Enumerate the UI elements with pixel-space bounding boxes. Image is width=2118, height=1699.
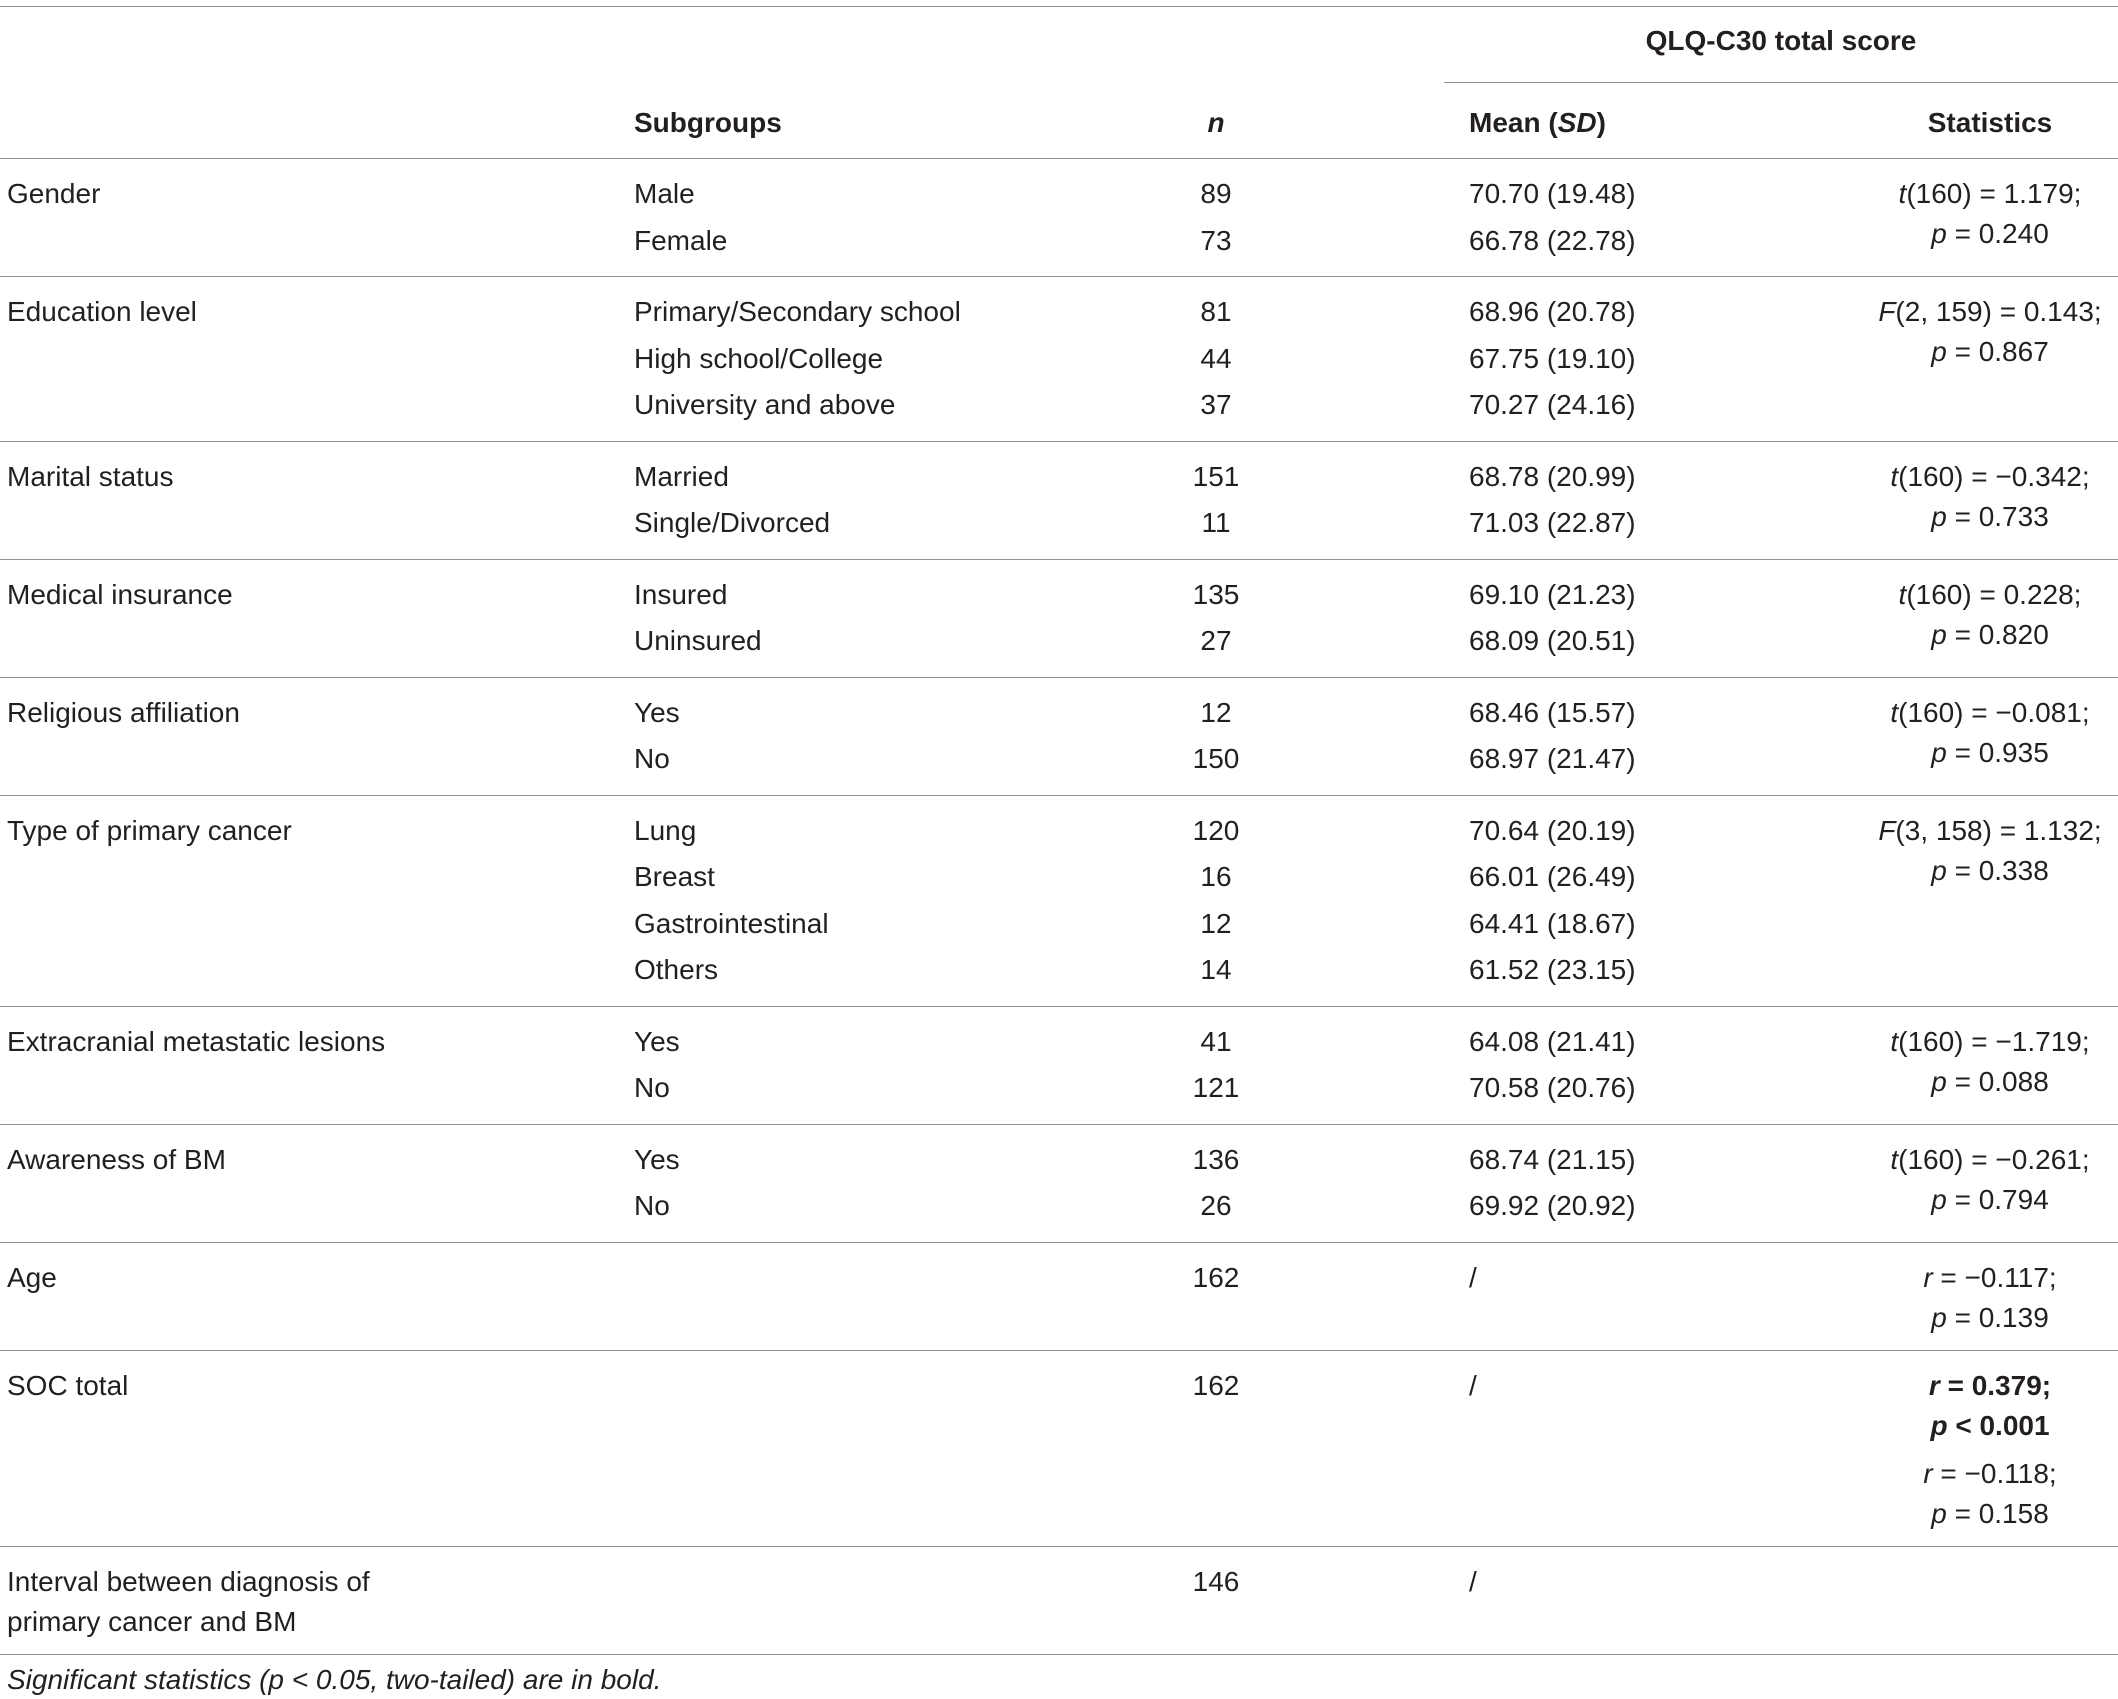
statistic-value: = 0.240 — [1946, 218, 2049, 249]
n-cell: 81 — [1200, 296, 1232, 327]
statistics-cell — [1862, 1137, 2118, 1220]
mean-sd-cell: / — [1469, 1369, 1477, 1401]
mean-sd-cell: 68.78 (20.99) — [1469, 460, 1636, 492]
statistics-cell — [1862, 1363, 2118, 1534]
statistic-line — [1862, 1258, 2118, 1298]
column-group-header-qlq-c30: QLQ-C30 total score — [1645, 25, 1917, 56]
statistics-cell — [1862, 1559, 2118, 1562]
group-rows — [634, 808, 1862, 994]
statistic-line — [1862, 1406, 2118, 1446]
n-cell: 14 — [1200, 954, 1232, 985]
n-cell: 121 — [1192, 1072, 1240, 1103]
statistics-cell — [1862, 572, 2118, 655]
mean-label-sd: SD — [1557, 107, 1597, 138]
mean-sd-cell: 68.09 (20.51) — [1469, 625, 1636, 656]
subgroup-cell: Uninsured — [634, 625, 762, 656]
column-group-rule — [1444, 82, 2118, 83]
table-row — [634, 382, 1862, 429]
mean-sd-cell: 68.97 (21.47) — [1469, 743, 1636, 774]
subgroup-cell: University and above — [634, 389, 896, 420]
subgroup-cell: Breast — [634, 861, 715, 892]
n-cell: 151 — [1192, 460, 1240, 492]
statistic-line — [1862, 174, 2118, 214]
statistic-symbol: p — [1931, 1497, 1947, 1529]
group-rows — [634, 1137, 1862, 1230]
statistic-line — [1862, 1180, 2118, 1220]
statistics-cell — [1862, 690, 2118, 773]
statistic-symbol: p — [1931, 218, 1947, 249]
statistic-symbol: p — [1931, 1301, 1947, 1333]
table-row — [634, 808, 1862, 855]
statistic-symbol: t — [1898, 578, 1907, 610]
subgroup-cell: Single/Divorced — [634, 507, 831, 538]
statistic-value: = 0.867 — [1946, 336, 2049, 367]
statistics-cell — [1862, 289, 2118, 372]
statistic — [1862, 1140, 2118, 1220]
statistic-line — [1862, 1454, 2118, 1494]
statistic-line — [1862, 1494, 2118, 1534]
statistic-line — [1862, 851, 2118, 891]
column-header-mean-sd — [1469, 103, 1606, 143]
statistic-value: = 0.733 — [1946, 500, 2049, 532]
statistics-cell — [1862, 1255, 2118, 1338]
subgroup-cell — [634, 1363, 988, 1410]
table-row — [634, 690, 1862, 737]
statistic-symbol: p — [1931, 336, 1947, 367]
variable-cell: Education level — [7, 296, 197, 327]
table-row — [634, 218, 1862, 265]
mean-sd-cell: 66.01 (26.49) — [1469, 861, 1636, 892]
n-cell: 27 — [1200, 625, 1232, 656]
variable-cell: Interval between diagnosis of primary cancer and BM — [7, 1565, 370, 1637]
statistic-line — [1862, 1298, 2118, 1338]
n-cell: 16 — [1200, 861, 1232, 892]
table-group-soc-total — [0, 1350, 2118, 1546]
statistic-value: = 0.820 — [1946, 618, 2049, 650]
statistics-cell — [1862, 1019, 2118, 1102]
n-cell: 73 — [1200, 224, 1232, 256]
statistic-value: = −0.118; — [1932, 1457, 2057, 1489]
subgroup-cell: Gastrointestinal — [634, 907, 829, 939]
subgroup-cell: Yes — [634, 696, 680, 728]
statistic-value: = 0.379; — [1939, 1369, 2052, 1401]
statistic-symbol: t — [1898, 178, 1907, 209]
table-row — [634, 1255, 1862, 1302]
statistic-line — [1862, 811, 2118, 851]
statistic-line — [1862, 1062, 2118, 1102]
statistic-symbol: p — [1931, 500, 1947, 532]
significant-statistic — [1862, 1366, 2118, 1446]
n-cell: 89 — [1200, 178, 1232, 209]
group-rows — [634, 1255, 1862, 1302]
group-rows — [634, 1559, 1862, 1606]
subgroup-cell — [634, 1255, 988, 1302]
table-group-education-level — [0, 276, 2118, 441]
n-cell: 12 — [1200, 907, 1232, 939]
statistic-symbol: r — [1928, 1369, 1940, 1401]
table-body — [0, 158, 2118, 1654]
mean-sd-cell: 71.03 (22.87) — [1469, 507, 1636, 538]
n-cell: 146 — [1192, 1565, 1240, 1597]
statistic-value: (2, 159) = 0.143; — [1895, 296, 2102, 327]
subgroup-cell: Others — [634, 954, 719, 985]
statistic-symbol: p — [1931, 618, 1947, 650]
table-row — [634, 854, 1862, 901]
statistics-cell — [1862, 454, 2118, 537]
mean-sd-cell: 64.41 (18.67) — [1469, 907, 1636, 939]
table-group-extracranial-metastatic-lesions — [0, 1006, 2118, 1124]
column-header-statistics: Statistics — [1927, 107, 2053, 138]
statistic-value: (160) = −1.719; — [1898, 1025, 2090, 1057]
statistics-cell — [1862, 171, 2118, 254]
statistic-value: (160) = −0.081; — [1898, 696, 2090, 728]
table-row — [634, 1559, 1862, 1606]
subgroup-cell — [634, 1559, 988, 1606]
variable-cell: Medical insurance — [7, 578, 233, 610]
statistic — [1862, 811, 2118, 891]
table-row — [634, 500, 1862, 547]
group-rows — [634, 454, 1862, 547]
statistic-line — [1862, 497, 2118, 537]
statistic-symbol: p — [1931, 854, 1947, 886]
table-header — [0, 6, 2118, 158]
n-cell: 11 — [1201, 507, 1231, 538]
statistic-symbol: p — [1931, 1065, 1947, 1097]
statistic-value: (160) = 0.228; — [1906, 578, 2082, 610]
subgroup-cell: Yes — [634, 1025, 680, 1057]
mean-sd-cell: 68.96 (20.78) — [1469, 296, 1636, 327]
mean-label-suffix: ) — [1596, 107, 1606, 138]
statistic-symbol: t — [1890, 460, 1899, 492]
mean-sd-cell: 70.70 (19.48) — [1469, 178, 1636, 209]
table-row — [634, 289, 1862, 336]
table-row — [634, 1065, 1862, 1112]
subgroup-cell: Male — [634, 178, 695, 209]
statistic-value: = 0.139 — [1946, 1301, 2049, 1333]
subgroup-cell: Primary/Secondary school — [634, 296, 961, 327]
subgroup-cell: No — [634, 1072, 670, 1103]
group-rows — [634, 289, 1862, 429]
n-cell: 162 — [1192, 1369, 1240, 1401]
mean-sd-cell: 70.64 (20.19) — [1469, 814, 1636, 846]
statistic-symbol: p — [1931, 1183, 1947, 1215]
subgroup-cell: High school/College — [634, 342, 884, 374]
column-header-n: n — [1207, 107, 1225, 138]
subgroup-cell: Insured — [634, 578, 728, 610]
variable-cell: Age — [7, 1261, 57, 1293]
n-cell: 150 — [1192, 743, 1240, 774]
n-cell: 162 — [1192, 1261, 1240, 1293]
statistic — [1862, 292, 2118, 372]
table-row — [634, 336, 1862, 383]
subgroup-cell: Yes — [634, 1143, 680, 1175]
variable-cell: Extracranial metastatic lesions — [7, 1025, 386, 1057]
table-row — [634, 736, 1862, 783]
subgroup-cell: No — [634, 1190, 670, 1221]
statistic-value: = 0.935 — [1946, 736, 2049, 768]
table-group-marital-status — [0, 441, 2118, 559]
statistic-symbol: p — [1931, 736, 1947, 768]
statistic-value: = 0.338 — [1946, 854, 2049, 886]
statistic — [1862, 1258, 2118, 1338]
variable-cell: Marital status — [7, 460, 174, 492]
statistic-value: (3, 158) = 1.132; — [1895, 814, 2102, 846]
statistic-symbol: t — [1890, 696, 1899, 728]
mean-sd-cell: 68.74 (21.15) — [1469, 1143, 1636, 1175]
statistic-symbol: r — [1923, 1261, 1933, 1293]
mean-sd-cell: 69.92 (20.92) — [1469, 1190, 1636, 1221]
mean-sd-cell: 61.52 (23.15) — [1469, 954, 1636, 985]
mean-sd-cell: 68.46 (15.57) — [1469, 696, 1636, 728]
statistic-line — [1862, 1366, 2118, 1406]
statistic — [1862, 693, 2118, 773]
n-cell: 37 — [1200, 389, 1232, 420]
mean-sd-cell: 67.75 (19.10) — [1469, 342, 1636, 374]
statistic-line — [1862, 332, 2118, 372]
statistic-value: (160) = 1.179; — [1906, 178, 2082, 209]
mean-sd-cell: 66.78 (22.78) — [1469, 224, 1636, 256]
table-row — [634, 171, 1862, 218]
table-group-age — [0, 1242, 2118, 1350]
statistic-line — [1862, 457, 2118, 497]
statistic-value: = 0.158 — [1946, 1497, 2049, 1529]
table-row — [634, 1137, 1862, 1184]
statistic-symbol: t — [1890, 1143, 1899, 1175]
column-header-subgroups: Subgroups — [634, 107, 782, 138]
statistic-value: = 0.088 — [1946, 1065, 2049, 1097]
table-group-type-of-primary-cancer — [0, 795, 2118, 1006]
mean-label-prefix: Mean ( — [1469, 107, 1558, 138]
statistic — [1862, 575, 2118, 655]
statistic — [1862, 1022, 2118, 1102]
statistic-line — [1862, 575, 2118, 615]
group-rows — [634, 690, 1862, 783]
table-row — [634, 572, 1862, 619]
statistic-line — [1862, 1140, 2118, 1180]
statistic-line — [1862, 693, 2118, 733]
statistic-symbol: F — [1878, 814, 1896, 846]
statistic-value: (160) = −0.261; — [1898, 1143, 2090, 1175]
statistic-value: (160) = −0.342; — [1898, 460, 2090, 492]
statistic-line — [1862, 615, 2118, 655]
table-group-religious-affiliation — [0, 677, 2118, 795]
statistic-value: = 0.794 — [1946, 1183, 2049, 1215]
statistic-value: < 0.001 — [1947, 1409, 2050, 1441]
variable-cell: Type of primary cancer — [7, 814, 292, 846]
table-row — [634, 1019, 1862, 1066]
table-group-medical-insurance — [0, 559, 2118, 677]
table-row — [634, 947, 1862, 994]
table-group-interval-between-diagnosis-of-primary-cancer-and-bm — [0, 1546, 2118, 1654]
mean-sd-cell: 70.58 (20.76) — [1469, 1072, 1636, 1103]
variable-cell: Awareness of BM — [7, 1143, 226, 1175]
mean-sd-cell: / — [1469, 1565, 1477, 1597]
statistic-value: = −0.117; — [1932, 1261, 2057, 1293]
subgroup-cell: Female — [634, 224, 728, 256]
n-cell: 136 — [1192, 1143, 1240, 1175]
mean-sd-cell: 69.10 (21.23) — [1469, 578, 1636, 610]
subgroup-cell: Married — [634, 460, 729, 492]
statistic-symbol: p — [1930, 1409, 1948, 1441]
statistic-line — [1862, 292, 2118, 332]
statistic-symbol: t — [1890, 1025, 1899, 1057]
statistic — [1862, 457, 2118, 537]
table-row — [634, 901, 1862, 948]
n-cell: 44 — [1200, 342, 1232, 374]
n-cell: 41 — [1200, 1025, 1232, 1057]
statistic — [1862, 1454, 2118, 1534]
mean-sd-cell: / — [1469, 1261, 1477, 1293]
table-row — [634, 618, 1862, 665]
table-group-awareness-of-bm — [0, 1124, 2118, 1242]
statistic — [1862, 174, 2118, 254]
mean-sd-cell: 64.08 (21.41) — [1469, 1025, 1636, 1057]
table-row — [634, 1363, 1862, 1410]
subgroup-cell: No — [634, 743, 670, 774]
variable-cell: Gender — [7, 178, 101, 209]
subgroup-cell: Lung — [634, 814, 697, 846]
group-rows — [634, 1363, 1862, 1410]
statistic-line — [1862, 733, 2118, 773]
group-rows — [634, 171, 1862, 264]
group-rows — [634, 1019, 1862, 1112]
statistics-cell — [1862, 808, 2118, 891]
statistic-symbol: F — [1878, 296, 1896, 327]
table-row — [634, 1183, 1862, 1230]
variable-cell: Religious affiliation — [7, 696, 240, 728]
n-cell: 135 — [1192, 578, 1240, 610]
statistic-line — [1862, 214, 2118, 254]
group-rows — [634, 572, 1862, 665]
n-cell: 12 — [1200, 696, 1232, 728]
table-footnote: Significant statistics (p < 0.05, two-tailed) are in bold. — [0, 1654, 2118, 1697]
variable-cell: SOC total — [7, 1369, 129, 1401]
table-row — [634, 454, 1862, 501]
table-group-gender — [0, 158, 2118, 276]
statistic-line — [1862, 1022, 2118, 1062]
statistic-symbol: r — [1923, 1457, 1933, 1489]
mean-sd-cell: 70.27 (24.16) — [1469, 389, 1636, 420]
n-cell: 120 — [1192, 814, 1240, 846]
n-cell: 26 — [1200, 1190, 1232, 1221]
